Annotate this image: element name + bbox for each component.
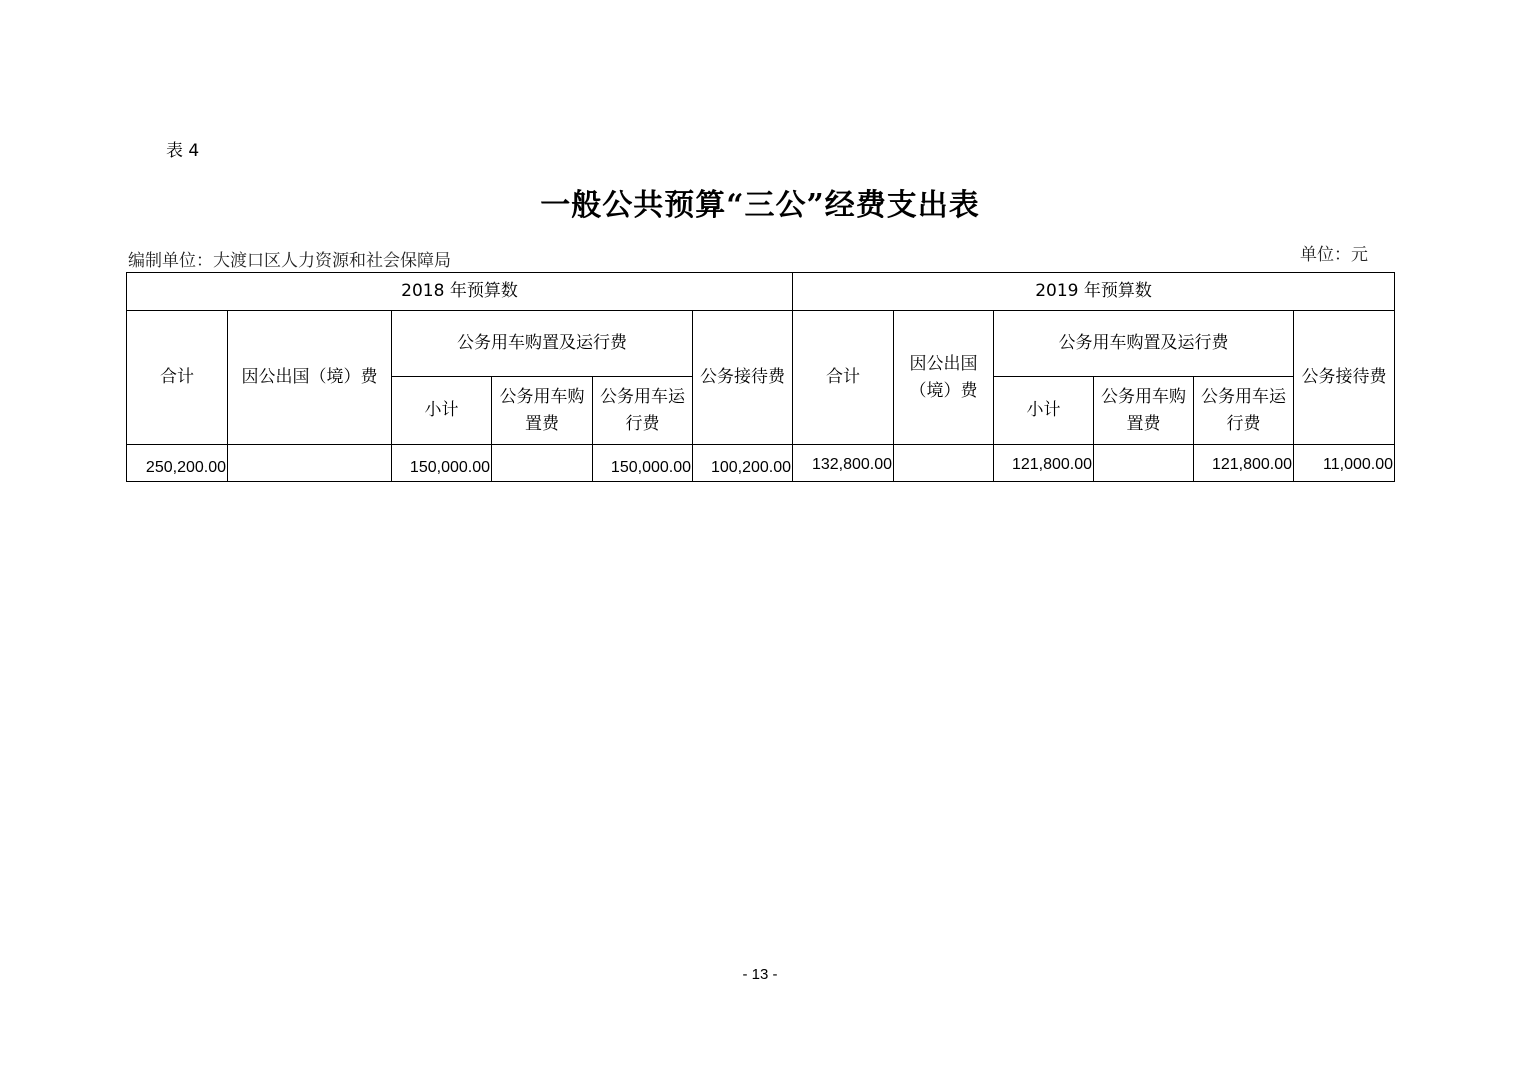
header-2018-subtotal: 小计 <box>392 377 492 445</box>
header-2018-total: 合计 <box>127 311 228 445</box>
header-2018-vehicle: 公务用车购置及运行费 <box>392 311 693 377</box>
compiling-unit: 编制单位：大渡口区人力资源和社会保障局 <box>128 251 451 271</box>
header-2018-vehicle-operation: 公务用车运行费 <box>593 377 693 445</box>
cell-2019-purchase <box>1094 445 1194 482</box>
header-2019-vehicle: 公务用车购置及运行费 <box>994 311 1294 377</box>
header-2019-abroad: 因公出国（境）费 <box>894 311 994 445</box>
header-2018-reception: 公务接待费 <box>693 311 793 445</box>
header-2018-vehicle-purchase: 公务用车购置费 <box>492 377 593 445</box>
header-2019-subtotal: 小计 <box>994 377 1094 445</box>
cell-2018-total: 250,200.00 <box>127 445 228 482</box>
page-number: - 13 - <box>742 966 778 983</box>
cell-2018-reception: 100,200.00 <box>693 445 793 482</box>
cell-2019-subtotal: 121,800.00 <box>994 445 1094 482</box>
header-2019-budget: 2019 年预算数 <box>793 273 1395 311</box>
currency-unit: 单位：元 <box>1300 245 1368 265</box>
header-2019-reception: 公务接待费 <box>1294 311 1395 445</box>
header-2018-abroad: 因公出国（境）费 <box>228 311 392 445</box>
table-header-row-categories <box>127 311 1395 377</box>
cell-2019-reception: 11,000.00 <box>1294 445 1395 482</box>
table-number-label: 表 4 <box>166 141 200 161</box>
table-row <box>127 445 1395 482</box>
cell-2018-purchase <box>492 445 593 482</box>
page-title: 一般公共预算“三公”经费支出表 <box>540 188 980 223</box>
cell-2018-abroad <box>228 445 392 482</box>
cell-2018-operation: 150,000.00 <box>593 445 693 482</box>
header-2019-vehicle-purchase: 公务用车购置费 <box>1094 377 1194 445</box>
cell-2018-subtotal: 150,000.00 <box>392 445 492 482</box>
table-header-row-years <box>127 273 1395 311</box>
three-public-expense-table <box>126 272 1395 482</box>
header-2018-budget: 2018 年预算数 <box>127 273 793 311</box>
header-2019-vehicle-operation: 公务用车运行费 <box>1194 377 1294 445</box>
cell-2019-operation: 121,800.00 <box>1194 445 1294 482</box>
cell-2019-total: 132,800.00 <box>793 445 894 482</box>
cell-2019-abroad <box>894 445 994 482</box>
header-2019-total: 合计 <box>793 311 894 445</box>
